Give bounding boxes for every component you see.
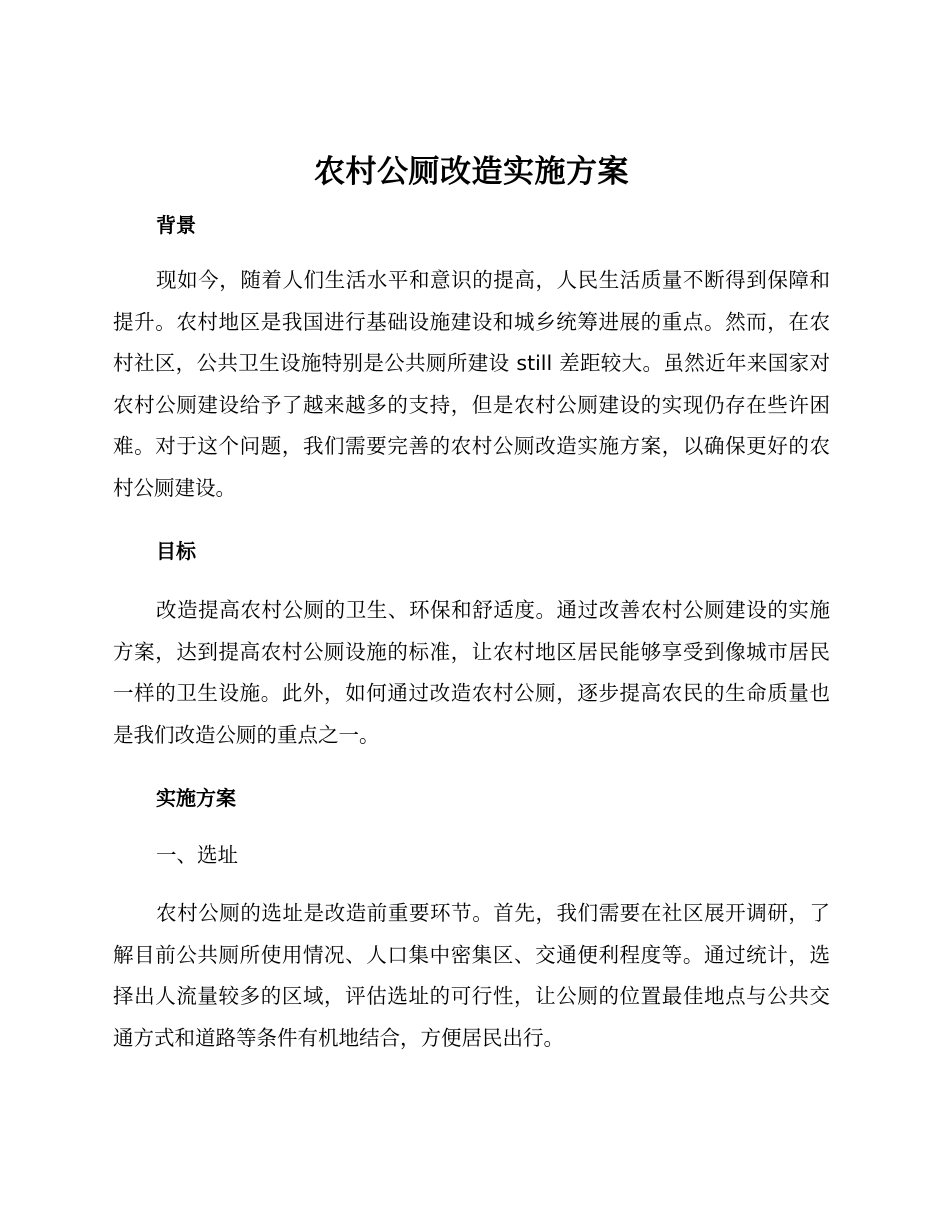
document-title: 农村公厕改造实施方案: [314, 154, 629, 190]
site-selection-paragraph: 农村公厕的选址是改造前重要环节。首先，我们需要在社区展开调研，了解目前公共厕所使用情况、人口集中密集区、交通便利程度等。通过统计，选择出人流量较多的区域，评估选址的可行性，让公厕的位置最佳地点与公共交通方式和道路等条件有机地结合，方便居民出行。: [113, 901, 830, 1050]
section-heading-background: 背景: [156, 213, 196, 237]
goal-paragraph: 改造提高农村公厕的卫生、环保和舒适度。通过改善农村公厕建设的实施方案，达到提高农村公厕设施的标准，让农村地区居民能够享受到像城市居民一样的卫生设施。此外，如何通过改造农村公厕，逐步提高农民的生命质量也是我们改造公厕的重点之一。: [113, 598, 830, 747]
subheading-site-selection: 一、选址: [156, 843, 238, 867]
section-heading-goal: 目标: [156, 539, 196, 563]
section-heading-plan: 实施方案: [156, 786, 236, 810]
background-paragraph: 现如今，随着人们生活水平和意识的提高，人民生活质量不断得到保障和提升。农村地区是我国进行基础设施建设和城乡统筹进展的重点。然而，在农村社区，公共卫生设施特别是公共厕所建设 still 差距较大。虽然近年来国家对农村公厕建设给予了越来越多的支持，但是农村公厕建设的实现仍存在些许困难。对于这个问题，我们需要完善的农村公厕改造实施方案，以确保更好的农村公厕建设。: [113, 268, 830, 500]
